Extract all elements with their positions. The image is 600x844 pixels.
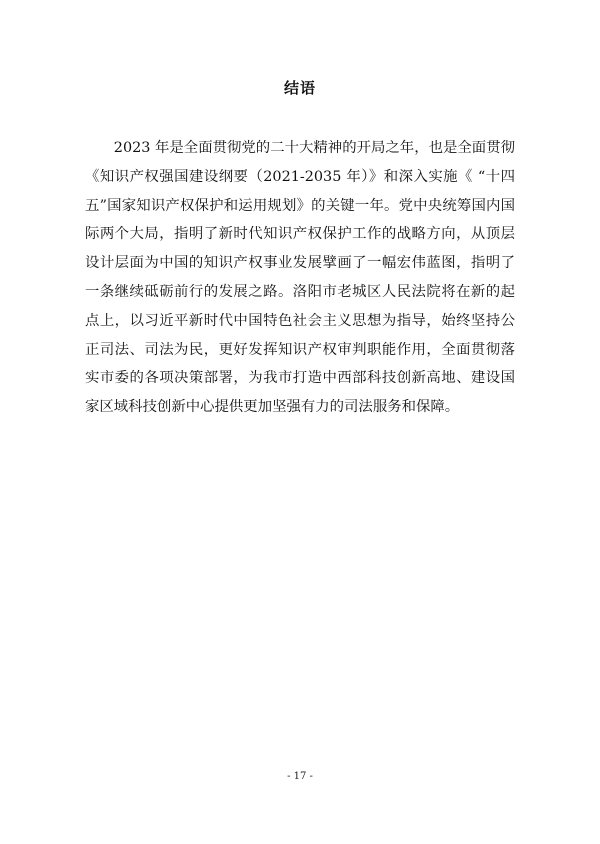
body-paragraph: 2023 年是全面贯彻党的二十大精神的开局之年，也是全面贯彻《知识产权强国建设纲要（2021-2035 年）》和深入实施《 “十四五”国家知识产权保护和运用规划》的关键一年。党中央统筹国内国际两个大局，指明了新时代知识产权保护工作的战略方向，从顶层设计层面为中国的知识产权事业发展擘画了一幅宏伟蓝图，指明了一条继续砥砺前行的发展之路。洛阳市老城区人民法院将在新的起点上，以习近平新时代中国特色社会主义思想为指导，始终坚持公正司法、司法为民，更好发挥知识产权审判职能作用，全面贯彻落实市委的各项决策部署，为我市打造中西部科技创新高地、建设国家区域科技创新中心提供更加坚强有力的司法服务和保障。 [85,140,515,416]
page-number: - 17 - [287,771,313,782]
page-title: 结语 [283,79,316,97]
